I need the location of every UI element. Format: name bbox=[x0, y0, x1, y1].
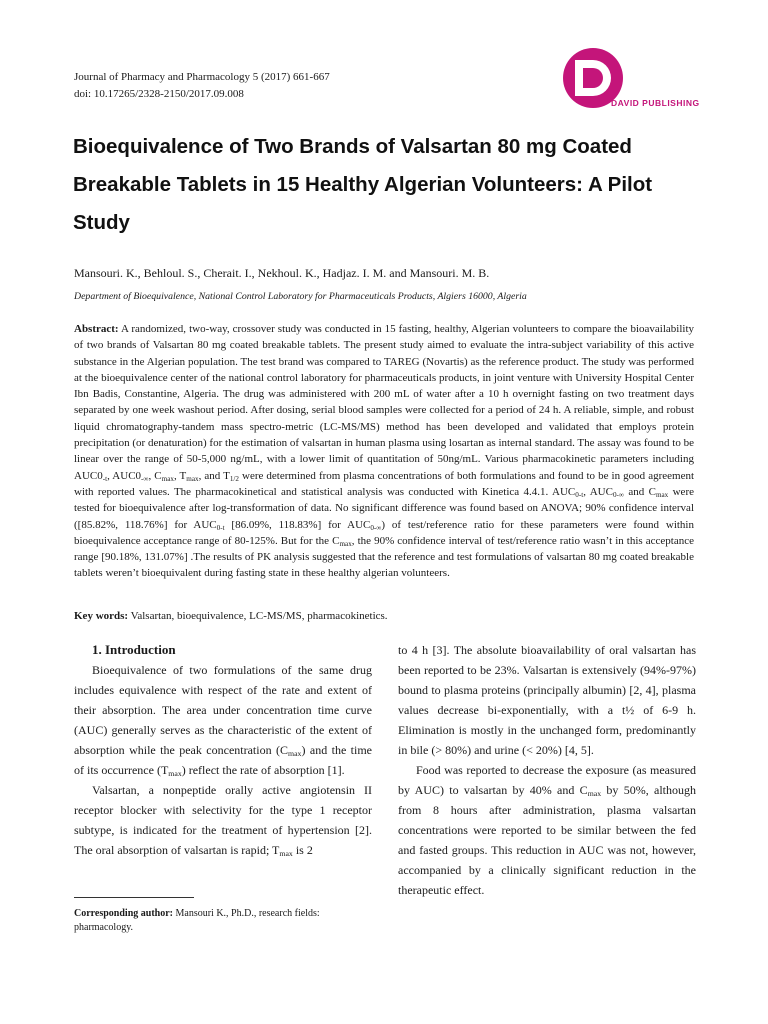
section-heading-introduction: 1. Introduction bbox=[92, 642, 176, 657]
author-list: Mansouri. K., Behloul. S., Cherait. I., Nekhoul. K., Hadjaz. I. M. and Mansouri. M. B. bbox=[74, 266, 490, 280]
abstract: Abstract: A randomized, two-way, crossover study was conducted in 15 fasting, healthy, Algerian volunteers to compare the bioavailability of two brands of Valsartan 80 mg coated breakable tablets. The present study aimed to evaluate the intra-subject variability of this active substance in the Algerian population. The test brand was compared to TAREG (Novartis) as the reference product. The study was performed at the bioequivalence center of the national control laboratory for pharmaceuticals products, in joint venture with University Hospital Center Ibn Badis, Constantine, Algeria. The drug was administered with 200 mL of water after a 10 h overnight fasting on two treatment days separated by one week washout period. After dosing, serial blood samples were collected for a period of 24 h. A reliable, simple, and robust liquid chromatography-tandem mass spectro-metric (LC-MS/MS) method has been developed and validated that employs protein precipitation (or denaturation) for the estimation of valsartan in human plasma using losartan as internal standard. The assay was found to be linear over the range of 50-5,000 ng/mL, with a lower limit of quantitation of 50ng/mL. Various pharmacokinetic parameters including $AUC0_{-t}$, $AUC0_{-\infty}$, $C_{max}$, $T_{max}$, and $T_{1/2}$ were determined from plasma concentrations of both formulations and found to be in good agreement with reported values. The pharmacokinetical and statistical analysis was conducted with Kinetica 4.4.1. $AUC_{0-t}$, $AUC_{0-\infty}$ and $C_{max}$ were tested for bioequivalence after log-transformation of data. No significant difference was found based on ANOVA; 90% confidence interval ([85.82%, 118.76%] for $AUC_{0-t}$ [86.09%, 118.83%] for $AUC_{0-\infty}$) of test/reference ratio for these parameters were found within bioequivalence acceptance range of 80-125%. But for the $C_{max}$, the 90% confidence interval of test/reference ratio wasn’t in this acceptance range [90.18%, 131.07%] .The results of PK analysis suggested that the reference and test formulations of valsartan 80 mg coated breakable tablets weren’t bioequivalent during fasting state in these healthy algerian volunteers. bbox=[74, 323, 695, 580]
paper-title: Bioequivalence of Two Brands of Valsartan 80 mg Coated Breakable Tablets in 15 Healthy Algerian Volunteers: A Pilot Study bbox=[73, 135, 653, 234]
keywords-text: Valsartan, bioequivalence, LC-MS/MS, pharmacokinetics. bbox=[128, 610, 388, 622]
right-column bbox=[398, 640, 696, 900]
logo-text: DAVID PUBLISHING bbox=[611, 98, 700, 108]
publisher-logo bbox=[553, 38, 703, 118]
left-column bbox=[74, 640, 372, 860]
intro-paragraph-3: to 4 h [3]. The absolute bioavailability of oral valsartan has been reported to be 23%. Valsartan is extensively (94%-97%) bound to plasma proteins (principally albumin) [2, 4], plasma values decrease bi-exponentially, with a t½ of 6-9 h. Elimination is mostly in the unchanged form, predominantly in bile (> 80%) and urine (< 20%) [4, 5]. bbox=[398, 643, 696, 757]
intro-paragraph-1: Bioequivalence of two formulations of the same drug includes equivalence with respect of the rate and extent of their absorption. The area under concentration time curve (AUC) generally serves as the characteristic of the extent of absorption while the peak concentration $(C_{max})$ and the time of its occurrence $(T_{max})$ reflect the rate of absorption [1]. bbox=[74, 663, 373, 778]
journal-citation: Journal of Pharmacy and Pharmacology 5 (2017) 661-667 bbox=[74, 71, 330, 83]
intro-paragraph-4: Food was reported to decrease the exposure (as measured by AUC) to valsartan by 40% and $C_{max}$ by 50%, although from 8 hours after administration, plasma valsartan concentrations were reported to be similar between the fed and fasted groups. This reduction in AUC was not, however, accompanied by a clinically significant reduction in the therapeutic effect. bbox=[398, 763, 696, 897]
abstract-label: Abstract: bbox=[74, 323, 119, 335]
footnote-label: Corresponding author: bbox=[74, 908, 173, 919]
intro-paragraph-2: Valsartan, a nonpeptide orally active angiotensin II receptor blocker with selectivity for the type 1 receptor subtype, is indicated for the treatment of hypertension [2]. The oral absorption of valsartan is rapid; $T_{max}$ is 2 bbox=[74, 783, 372, 858]
journal-header bbox=[74, 69, 330, 103]
keywords bbox=[74, 609, 694, 624]
footnote-divider bbox=[74, 897, 194, 898]
corresponding-author-footnote bbox=[74, 907, 374, 935]
keywords-label: Key words: bbox=[74, 610, 129, 622]
footnote-text: Mansouri K., Ph.D., research fields: pharmacology. bbox=[74, 908, 320, 933]
journal-doi: doi: 10.17265/2328-2150/2017.09.008 bbox=[74, 88, 244, 100]
affiliation: Department of Bioequivalence, National Control Laboratory for Pharmaceuticals Products, Algiers 16000, Algeria bbox=[74, 291, 527, 302]
